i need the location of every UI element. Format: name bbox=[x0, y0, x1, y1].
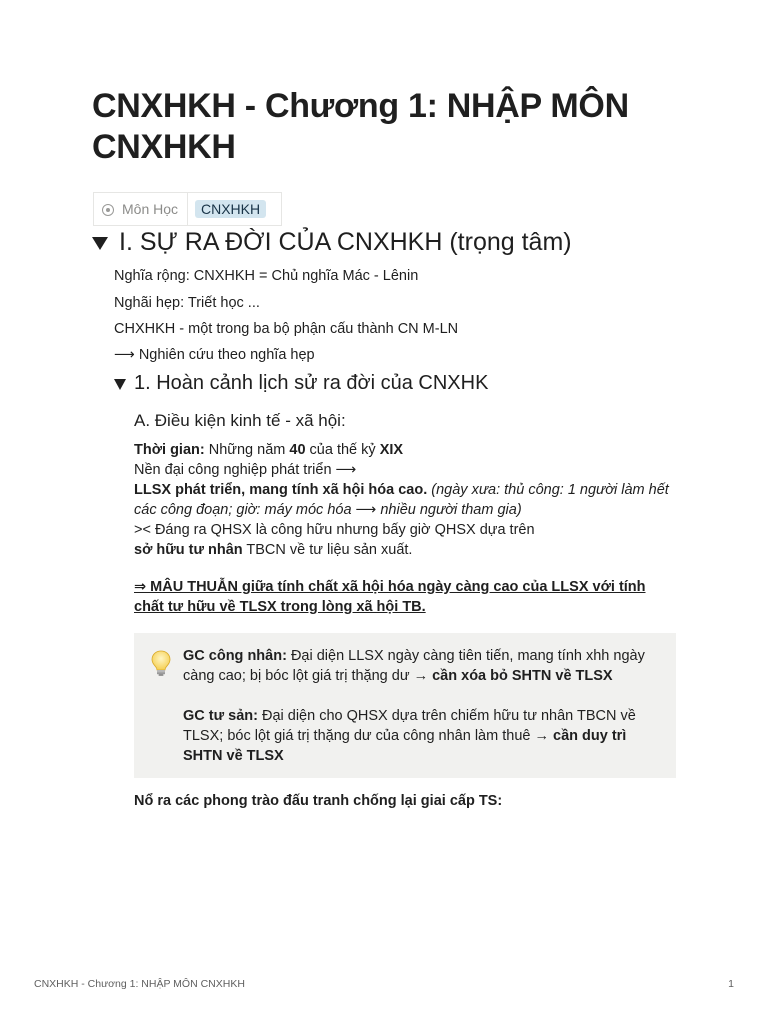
select-property-icon bbox=[102, 204, 114, 216]
property-key-label: Môn Học bbox=[122, 201, 179, 217]
paragraph-component: CHXHKH - một trong ba bộ phận cấu thành CN M-LN bbox=[114, 321, 459, 337]
subheading-toggle[interactable] bbox=[114, 372, 488, 395]
property-key bbox=[94, 193, 188, 225]
toggle-caret-icon[interactable] bbox=[92, 237, 108, 250]
callout-worker bbox=[183, 646, 658, 686]
movements-line: Nổ ra các phong trào đấu tranh chống lại giai cấp TS: bbox=[134, 793, 503, 809]
worker-text: Đại diện LLSX ngày càng tiên tiến, mang tính xhh ngày càng cao; bị bóc lột giá trị thặng dư → bbox=[183, 648, 645, 684]
property-row bbox=[93, 192, 282, 226]
time-label: Thời gian: bbox=[134, 442, 205, 458]
time-number: 40 bbox=[289, 442, 306, 458]
lightbulb-icon bbox=[150, 649, 172, 677]
footer-page-number: 1 bbox=[728, 978, 734, 990]
worker-label: GC công nhân: bbox=[183, 648, 287, 664]
time-century: XIX bbox=[379, 442, 404, 458]
section-heading-toggle[interactable] bbox=[92, 228, 572, 257]
ownership-rest: TBCN về tư liệu sản xuất. bbox=[242, 542, 413, 558]
paragraph-narrow-meaning: Nghãi hẹp: Triết học ... bbox=[114, 295, 260, 311]
contrast-line: >< Đáng ra QHSX là công hữu nhưng bấy giờ QHSX dựa trên bbox=[134, 522, 535, 538]
capitalist-bold-end: cần duy trì SHTN về TLSX bbox=[183, 728, 627, 764]
llsx-bold: LLSX phát triển, mang tính xã hội hóa cao. bbox=[134, 482, 428, 498]
industry-line: Nền đại công nghiệp phát triển ⟶ bbox=[134, 462, 357, 478]
callout-box bbox=[134, 633, 676, 778]
capitalist-text: Đại diện cho QHSX dựa trên chiếm hữu tư nhân TBCN về TLSX; bóc lột giá trị thặng dư của công nhân làm thuê → bbox=[183, 708, 636, 744]
property-value[interactable] bbox=[188, 200, 266, 218]
contradiction-conclusion bbox=[134, 577, 670, 617]
footer-title: CNXHKH - Chương 1: NHẬP MÔN CNXHKH bbox=[34, 978, 245, 990]
page-title: CNXHKH - Chương 1: NHẬP MÔN CNXHKH bbox=[92, 87, 629, 166]
subsubheading: A. Điều kiện kinh tế - xã hội: bbox=[134, 411, 346, 430]
section-heading-text: I. SỰ RA ĐỜI CỦA CNXHKH (trọng tâm) bbox=[119, 228, 572, 256]
subheading-text: 1. Hoàn cảnh lịch sử ra đời của CNXHK bbox=[134, 372, 489, 394]
paragraph-broad-meaning: Nghĩa rộng: CNXHKH = Chủ nghĩa Mác - Lênin bbox=[114, 268, 419, 284]
time-text-1: Những năm bbox=[204, 442, 290, 458]
toggle-caret-icon[interactable] bbox=[114, 379, 126, 390]
subject-tag[interactable]: CNXHKH bbox=[195, 200, 266, 218]
capitalist-label: GC tư sản: bbox=[183, 708, 258, 724]
conclusion-text: ⇒ MÂU THUẪN giữa tính chất xã hội hóa ngày càng cao của LLSX với tính chất tư hữu về TLSX trong lòng xã hội TB. bbox=[134, 579, 646, 615]
paragraph-research: ⟶ Nghiên cứu theo nghĩa hẹp bbox=[114, 347, 315, 363]
conditions-block bbox=[134, 440, 674, 560]
ownership-bold: sở hữu tư nhân bbox=[134, 542, 243, 558]
time-text-2: của thế kỷ bbox=[305, 442, 380, 458]
llsx-italic: (ngày xưa: thủ công: 1 người làm hết các công đoạn; giờ: máy móc hóa ⟶ nhiều người tham gia) bbox=[134, 482, 669, 518]
callout-capitalist bbox=[183, 706, 658, 766]
worker-bold-end: cần xóa bỏ SHTN về TLSX bbox=[432, 668, 613, 684]
